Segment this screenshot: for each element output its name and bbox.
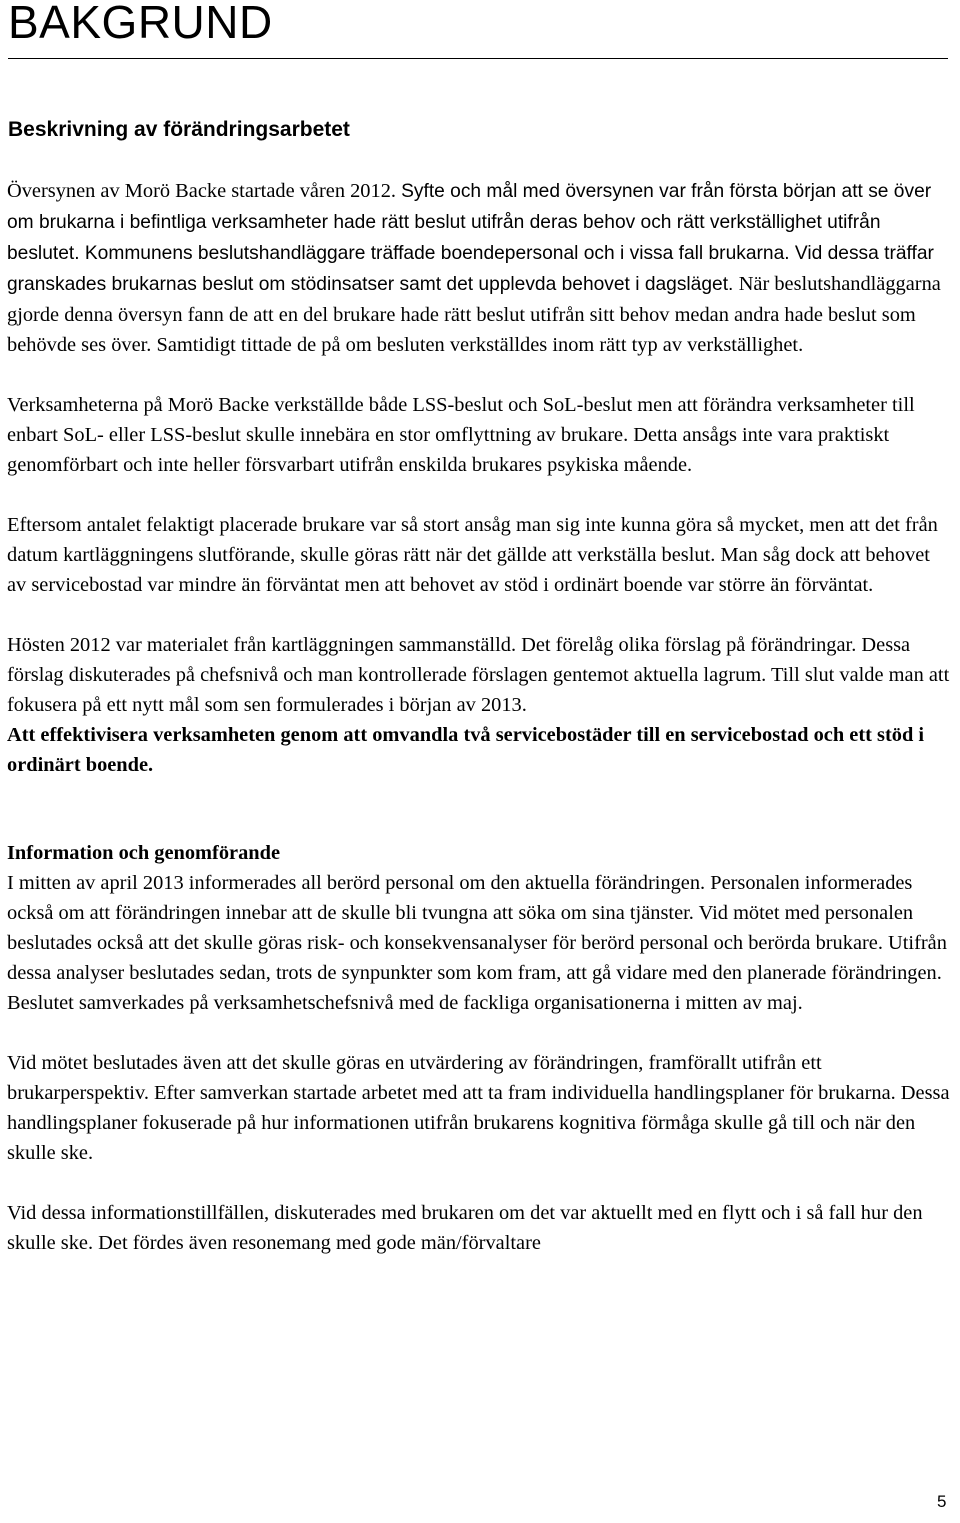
section-heading: Beskrivning av förändringsarbetet <box>8 118 350 141</box>
paragraph-7: Vid dessa informationstillfällen, diskuterades med brukaren om det var aktuellt med en flytt och i så fall hur den skulle ske. Det fördes även resonemang med gode män/förvaltare <box>7 1202 923 1254</box>
paragraph-1-serif-a: Översynen av Morö Backe startade våren 2012. <box>7 180 402 202</box>
page-number: 5 <box>937 1492 947 1511</box>
paragraph-4: Hösten 2012 var materialet från kartläggningen sammanställd. Det förelåg olika förslag på förändringar. Dessa förslag diskuterades på chefsnivå och man kontrollerade förslagen gentemot aktuella lagrum. Till slut valde man att fokusera på ett nytt mål som sen formulerades i början av 2013. <box>7 634 950 716</box>
body-text <box>7 176 953 1258</box>
page-title: BAKGRUND <box>8 0 273 48</box>
paragraph-1 <box>7 176 953 360</box>
goal-statement: Att effektivisera verksamheten genom att omvandla två servicebostäder till en servicebostad och ett stöd i ordinärt boende. <box>7 724 925 776</box>
paragraph-1-serif-b: När beslutshandläggarna gjorde denna översyn fann de att en del brukare hade rätt beslut utifrån sitt behov medan andra hade beslut som behövde ses över. Samtidigt tittade de på om besluten verkställdes inom rätt typ av verkställighet. <box>7 273 941 356</box>
paragraph-6: Vid mötet beslutades även att det skulle göras en utvärdering av förändringen, framförallt utifrån ett brukarperspektiv. Efter samverkan startade arbetet med att ta fram individuella handlingsplaner för brukarna. Dessa handlingsplaner fokuserade på hur informationen utifrån brukarens kognitiva förmåga skulle gå till och när den skulle ske. <box>7 1052 950 1164</box>
paragraph-3: Eftersom antalet felaktigt placerade brukare var så stort ansåg man sig inte kunna göra så mycket, men att det från datum kartläggningens slutförande, skulle göras rätt när det gällde att verkställa beslut. Man såg dock att behovet av servicebostad var mindre än förväntat men att behovet av stöd i ordinärt boende var större än förväntat. <box>7 514 938 596</box>
subheading: Information och genomförande <box>7 842 280 864</box>
paragraph-2: Verksamheterna på Morö Backe verkställde både LSS-beslut och SoL-beslut men att förändra verksamheter till enbart SoL- eller LSS-beslut skulle innebära en stor omflyttning av brukare. Detta ansågs inte vara praktiskt genomförbart och inte heller försvarbart utifrån enskilda brukares psykiska mående. <box>7 394 915 476</box>
paragraph-1-sans: Syfte och mål med översynen var från första början att se över om brukarna i befintliga verksamheter hade rätt beslut utifrån deras behov och rätt verkställighet utifrån beslutet. Kommunens beslutshandläggare träffade boendepersonal och i vissa fall brukarna. Vid dessa träffar granskades brukarnas beslut om stödinsatser samt det upplevda behovet i dagsläget. <box>7 181 934 295</box>
title-underline <box>8 58 948 59</box>
paragraph-5: I mitten av april 2013 informerades all berörd personal om den aktuella förändringen. Personalen informerades också om att förändringen innebar att de skulle bli tvungna att söka om sina tjänster. Vid mötet med personalen beslutades också att det skulle göras risk- och konsekvensanalyser för berörd personal och berörda brukare. Utifrån dessa analyser beslutades sedan, trots de synpunkter som kom fram, att gå vidare med den planerade förändringen. Beslutet samverkades på verksamhetschefsnivå med de fackliga organisationerna i mitten av maj. <box>7 872 947 1014</box>
